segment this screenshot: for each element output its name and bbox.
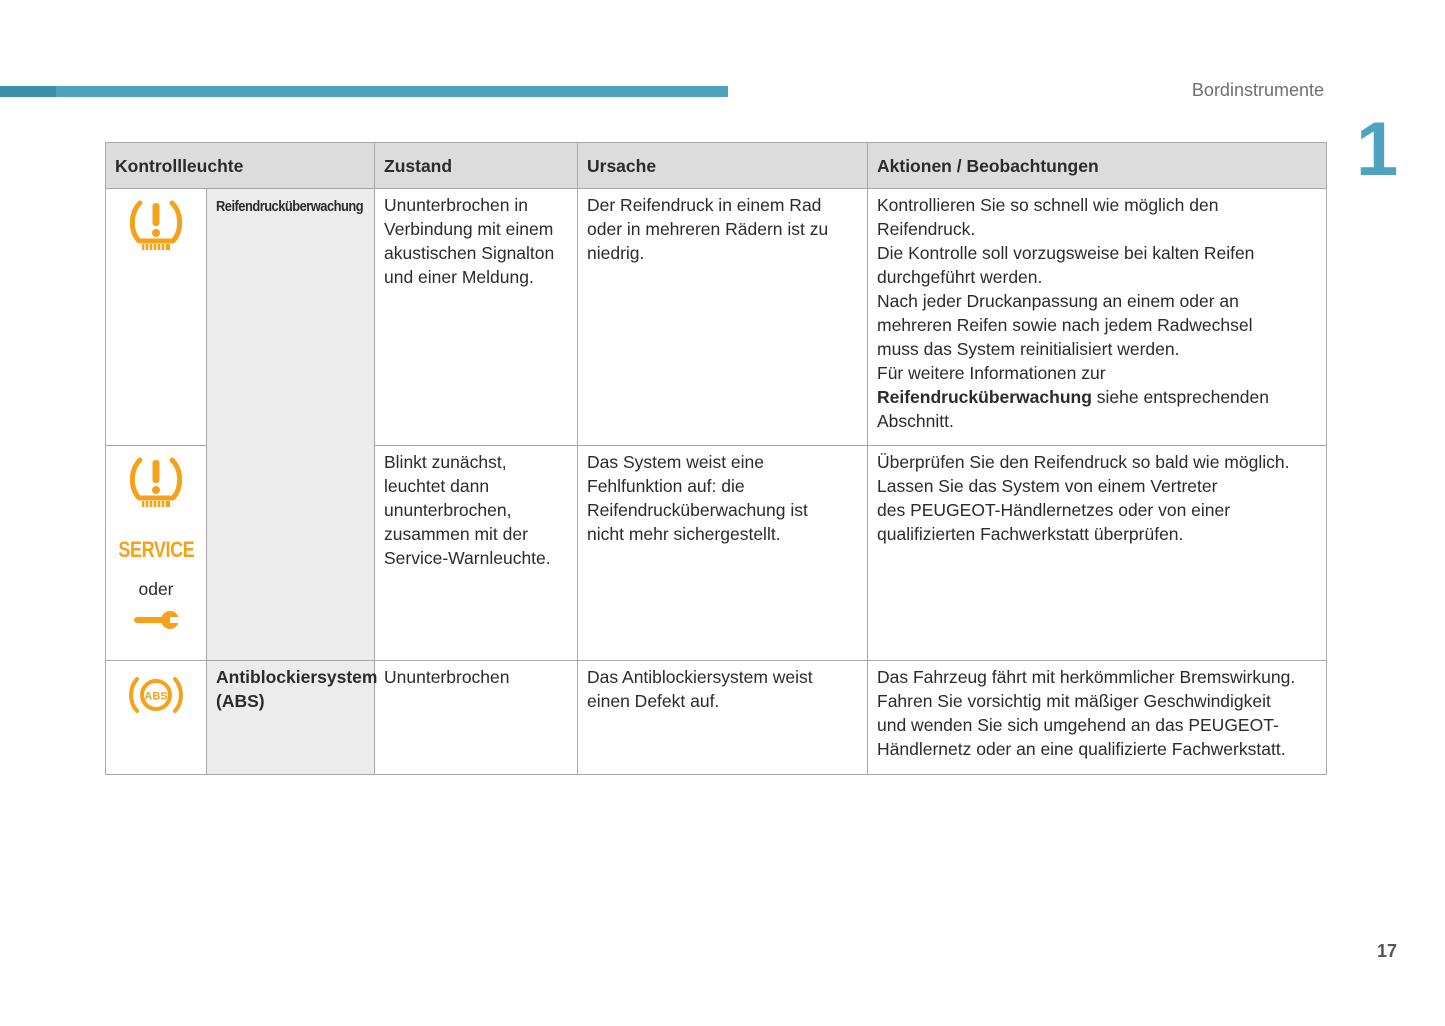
- wrench-icon: [132, 609, 180, 631]
- chapter-number: 1: [1356, 107, 1399, 192]
- table-header-row: [106, 143, 1327, 189]
- text-fragment: siehe entsprechenden: [1091, 387, 1269, 407]
- text-line: des PEUGEOT-Händlernetzes oder von einer: [877, 500, 1231, 520]
- text-line: und einer Meldung.: [384, 267, 534, 287]
- abs-warning-icon: [128, 673, 184, 717]
- text-line: Blinkt zunächst,: [384, 452, 507, 472]
- text-line: Überprüfen Sie den Reifendruck so bald wie möglich.: [877, 452, 1290, 472]
- cross-reference-bold: Reifendrucküberwachung: [877, 387, 1092, 407]
- text-line: Fehlfunktion auf: die: [587, 476, 745, 496]
- table-row: [106, 189, 1327, 446]
- header-kontrollleuchte: Kontrollleuchte: [106, 143, 375, 189]
- warning-name: Reifendrucküberwachung: [216, 198, 364, 215]
- header-accent-bar-start: [0, 86, 56, 97]
- text-line: Nach jeder Druckanpassung an einem oder an: [877, 291, 1239, 311]
- text-line: Ununterbrochen: [384, 667, 510, 687]
- text-line: und wenden Sie sich umgehend an das PEUGEOT-: [877, 715, 1279, 735]
- section-title: Bordinstrumente: [1191, 80, 1324, 100]
- ursache-cell: [578, 661, 868, 775]
- text-line: [877, 385, 1317, 409]
- tire-pressure-warning-icon: [126, 454, 186, 510]
- text-line: Verbindung mit einem: [384, 219, 554, 239]
- aktionen-cell: [868, 189, 1327, 446]
- warning-name: (ABS): [216, 691, 265, 711]
- text-line: Abschnitt.: [877, 411, 954, 431]
- header-ursache: Ursache: [578, 143, 868, 189]
- text-line: ununterbrochen,: [384, 500, 512, 520]
- text-line: qualifizierten Fachwerkstatt überprüfen.: [877, 524, 1184, 544]
- text-line: nicht mehr sichergestellt.: [587, 524, 781, 544]
- header-zustand: Zustand: [375, 143, 578, 189]
- warning-lights-table: [105, 142, 1327, 775]
- text-line: Reifendruck.: [877, 219, 976, 239]
- text-line: Ununterbrochen in: [384, 195, 528, 215]
- text-line: Händlernetz oder an eine qualifizierte Fachwerkstatt.: [877, 739, 1286, 759]
- text-line: Kontrollieren Sie so schnell wie möglich den: [877, 195, 1219, 215]
- text-line: oder in mehreren Rädern ist zu: [587, 219, 829, 239]
- text-line: mehreren Reifen sowie nach jedem Radwechsel: [877, 315, 1253, 335]
- name-cell-abs: [207, 661, 378, 775]
- page-number: 17: [1376, 941, 1397, 961]
- text-line: akustischen Signalton: [384, 243, 555, 263]
- text-line: niedrig.: [587, 243, 645, 263]
- text-line: Reifendrucküberwachung ist: [587, 500, 808, 520]
- aktionen-cell: [868, 446, 1327, 661]
- oder-label: oder: [138, 579, 174, 599]
- text-line: Das Fahrzeug fährt mit herkömmlicher Bremswirkung.: [877, 667, 1296, 687]
- table-row: [106, 661, 1327, 775]
- text-line: leuchtet dann: [384, 476, 490, 496]
- text-line: Die Kontrolle soll vorzugsweise bei kalten Reifen: [877, 243, 1255, 263]
- warning-name: Antiblockiersystem: [216, 667, 378, 687]
- header-aktionen: Aktionen / Beobachtungen: [868, 143, 1327, 189]
- text-line: Das System weist eine: [587, 452, 765, 472]
- text-line: Lassen Sie das System von einem Vertreter: [877, 476, 1218, 496]
- aktionen-cell: [868, 661, 1327, 775]
- service-warning-icon: SERVICE: [117, 537, 195, 562]
- text-line: einen Defekt auf.: [587, 691, 720, 711]
- abs-icon-text: ABS: [144, 690, 168, 703]
- ursache-cell: [578, 189, 868, 446]
- text-line: zusammen mit der: [384, 524, 528, 544]
- text-line: Service-Warnleuchte.: [384, 548, 551, 568]
- icon-cell: [106, 446, 207, 661]
- text-line: Für weitere Informationen zur: [877, 363, 1106, 383]
- text-line: Fahren Sie vorsichtig mit mäßiger Geschwindigkeit: [877, 691, 1271, 711]
- text-line: durchgeführt werden.: [877, 267, 1043, 287]
- icon-cell: [106, 661, 207, 775]
- text-line: muss das System reinitialisiert werden.: [877, 339, 1180, 359]
- icon-cell: [106, 189, 207, 446]
- name-cell-tire-pressure: [207, 189, 375, 661]
- tire-pressure-warning-icon: [126, 197, 186, 253]
- text-line: Der Reifendruck in einem Rad: [587, 195, 822, 215]
- ursache-cell: [578, 446, 868, 661]
- zustand-cell: [375, 661, 578, 775]
- zustand-cell: [375, 189, 578, 446]
- header-accent-bar: [0, 86, 728, 97]
- text-line: Das Antiblockiersystem weist: [587, 667, 813, 687]
- zustand-cell: [375, 446, 578, 661]
